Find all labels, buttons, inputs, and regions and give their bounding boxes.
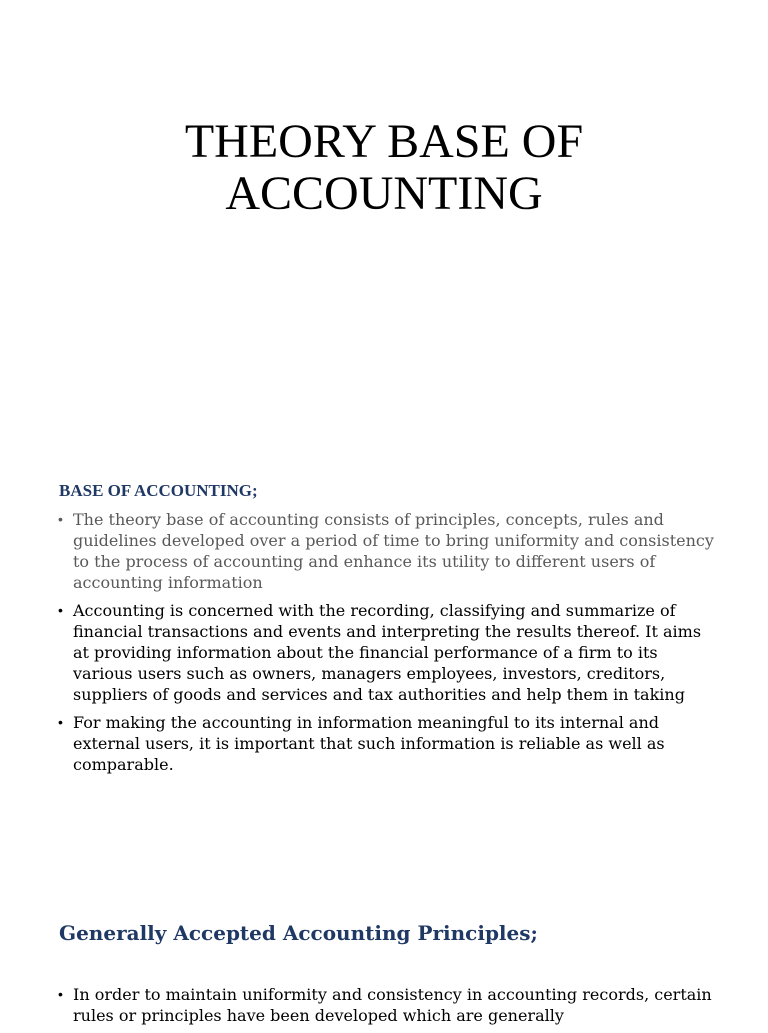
list-item bbox=[58, 712, 718, 775]
bullet-text: The theory base of accounting consists of principles, concepts, rules and guidelines developed over a period of time to bring uniformity and consistency to the process of accounting and enhance its utility to different users of accounting information bbox=[73, 510, 714, 592]
list-item bbox=[58, 984, 718, 1026]
bullet-icon: • bbox=[58, 714, 63, 730]
list-item bbox=[58, 509, 718, 593]
section-heading: BASE OF ACCOUNTING; bbox=[59, 481, 258, 500]
title-line-2: ACCOUNTING bbox=[225, 167, 543, 220]
bullet-list bbox=[58, 509, 718, 782]
bullet-icon: • bbox=[58, 511, 63, 527]
section-heading: Generally Accepted Accounting Principles; bbox=[59, 921, 538, 945]
bullet-text: For making the accounting in information meaningful to its internal and external users, it is important that such information is reliable as well as comparable. bbox=[73, 713, 665, 774]
title-line-1: THEORY BASE OF bbox=[184, 115, 584, 168]
base-of-accounting-slide bbox=[0, 474, 768, 794]
gaap-slide bbox=[0, 908, 768, 1024]
bullet-text: Accounting is concerned with the recording, classifying and summarize of financial transactions and events and interpreting the results thereof. It aims at providing information about the financial performance of a firm to its various users such as owners, managers employees, investors, creditors, suppliers of goods and services and tax authorities and help them in taking bbox=[73, 601, 702, 704]
bullet-icon: • bbox=[58, 986, 63, 1002]
title-slide bbox=[0, 0, 768, 440]
bullet-icon: • bbox=[58, 602, 63, 618]
page-title bbox=[0, 116, 768, 220]
bullet-text: In order to maintain uniformity and consistency in accounting records, certain rules or principles have been developed which are generally bbox=[73, 985, 712, 1025]
list-item bbox=[58, 600, 718, 705]
bullet-list bbox=[58, 984, 718, 1033]
